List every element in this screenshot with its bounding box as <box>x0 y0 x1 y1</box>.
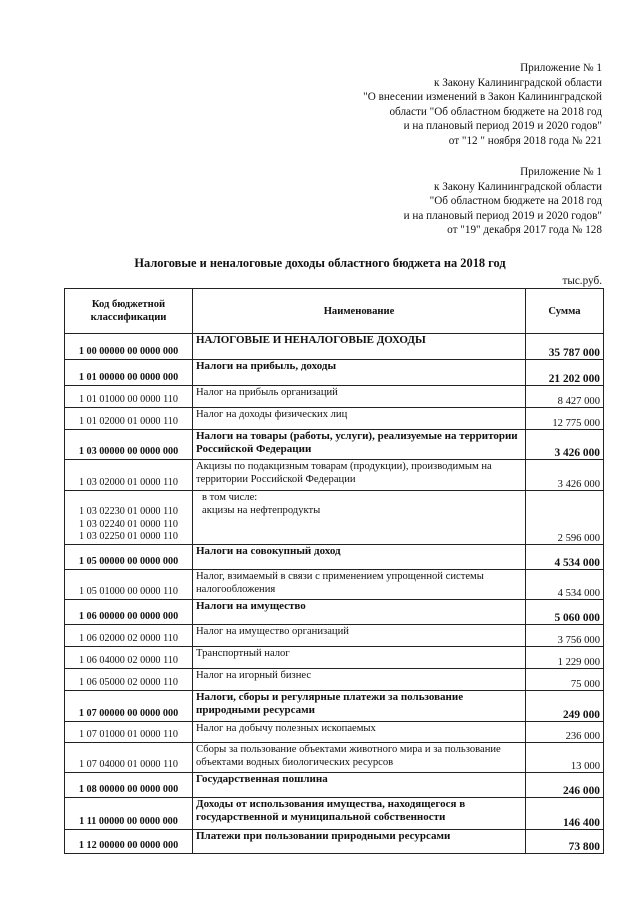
row-code: 1 01 01000 00 0000 110 <box>65 386 193 408</box>
row-code: 1 00 00000 00 0000 000 <box>65 334 193 360</box>
row-code: 1 12 00000 00 0000 000 <box>65 830 193 854</box>
row-code: 1 03 02230 01 0000 110 1 03 02240 01 0000 110 1 03 02250 01 0000 110 <box>65 491 193 545</box>
annex-header-1 <box>363 61 602 149</box>
row-name: Налоги на имущество <box>193 600 526 625</box>
annex-header-2 <box>404 165 602 238</box>
row-name: Налоги на прибыль, доходы <box>193 360 526 386</box>
row-sum: 236 000 <box>526 722 604 743</box>
row-sum: 2 596 000 <box>526 491 604 545</box>
row-code: 1 06 04000 02 0000 110 <box>65 647 193 669</box>
row-name: Сборы за пользование объектами животного мира и за пользование объектами водных биологических ресурсов <box>193 743 526 773</box>
header-code: Код бюджетной классификации <box>65 289 193 334</box>
annex1-line: "О внесении изменений в Закон Калининградской <box>363 91 602 104</box>
row-code: 1 03 02000 01 0000 110 <box>65 460 193 491</box>
annex1-line: и на плановый период 2019 и 2020 годов" <box>403 120 602 133</box>
row-sum: 1 229 000 <box>526 647 604 669</box>
annex1-line: к Закону Калининградской области <box>434 76 602 89</box>
row-name: Налог на имущество организаций <box>193 625 526 647</box>
row-sum: 3 426 000 <box>526 430 604 460</box>
row-code: 1 11 00000 00 0000 000 <box>65 798 193 830</box>
row-sum: 21 202 000 <box>526 360 604 386</box>
document-title: Налоговые и неналоговые доходы областного бюджета на 2018 год <box>134 256 506 270</box>
row-code: 1 07 00000 00 0000 000 <box>65 691 193 722</box>
row-name: Платежи при пользовании природными ресурсами <box>193 830 526 854</box>
row-name: Налог, взимаемый в связи с применением упрощенной системы налогообложения <box>193 570 526 600</box>
annex2-line: от "19" декабря 2017 года № 128 <box>447 224 602 237</box>
table-row <box>65 798 604 830</box>
row-name: Налог на добычу полезных ископаемых <box>193 722 526 743</box>
annex2-line: Приложение № 1 <box>520 166 602 178</box>
table-row <box>65 360 604 386</box>
row-name: Налог на прибыль организаций <box>193 386 526 408</box>
row-name: Налог на доходы физических лиц <box>193 408 526 430</box>
table-row <box>65 669 604 691</box>
row-sum: 12 775 000 <box>526 408 604 430</box>
row-code: 1 08 00000 00 0000 000 <box>65 773 193 798</box>
table-row <box>65 491 604 545</box>
table-row <box>65 570 604 600</box>
annex2-line: и на плановый период 2019 и 2020 годов" <box>403 209 602 222</box>
row-sum: 246 000 <box>526 773 604 798</box>
row-sum: 13 000 <box>526 743 604 773</box>
unit-label: тыс.руб. <box>562 275 602 287</box>
annex1-line: Приложение № 1 <box>520 62 602 74</box>
row-code: 1 01 02000 01 0000 110 <box>65 408 193 430</box>
row-sum: 146 400 <box>526 798 604 830</box>
annex1-line: области "Об областном бюджете на 2018 год <box>389 105 602 118</box>
table-row <box>65 545 604 570</box>
table-row <box>65 460 604 491</box>
row-sum: 3 756 000 <box>526 625 604 647</box>
annex2-line: к Закону Калининградской области <box>434 180 602 193</box>
row-sum: 3 426 000 <box>526 460 604 491</box>
table-row <box>65 600 604 625</box>
row-name: Транспортный налог <box>193 647 526 669</box>
table-row <box>65 743 604 773</box>
row-sum: 8 427 000 <box>526 386 604 408</box>
table-row <box>65 430 604 460</box>
table-body <box>65 334 604 854</box>
table-row <box>65 625 604 647</box>
row-name: Доходы от использования имущества, находящегося в государственной и муниципальной собственности <box>193 798 526 830</box>
row-code: 1 07 01000 01 0000 110 <box>65 722 193 743</box>
row-name: Акцизы по подакцизным товарам (продукции), производимым на территории Российской Федерации <box>193 460 526 491</box>
row-sum: 4 534 000 <box>526 545 604 570</box>
row-name: Государственная пошлина <box>193 773 526 798</box>
table-row <box>65 408 604 430</box>
row-name: Налог на игорный бизнес <box>193 669 526 691</box>
row-code: 1 06 05000 02 0000 110 <box>65 669 193 691</box>
row-sum: 35 787 000 <box>526 334 604 360</box>
row-code: 1 01 00000 00 0000 000 <box>65 360 193 386</box>
annex1-line: от "12 " ноября 2018 года № 221 <box>448 134 602 147</box>
table-row <box>65 386 604 408</box>
row-name: НАЛОГОВЫЕ И НЕНАЛОГОВЫЕ ДОХОДЫ <box>193 334 526 360</box>
row-sum: 249 000 <box>526 691 604 722</box>
row-code: 1 05 00000 00 0000 000 <box>65 545 193 570</box>
table-row <box>65 830 604 854</box>
row-name: Налоги на товары (работы, услуги), реализуемые на территории Российской Федерации <box>193 430 526 460</box>
budget-table <box>64 288 604 854</box>
row-code: 1 03 00000 00 0000 000 <box>65 430 193 460</box>
table-row <box>65 691 604 722</box>
row-sum: 75 000 <box>526 669 604 691</box>
row-name: в том числе: акцизы на нефтепродукты <box>193 491 526 545</box>
row-name: Налоги, сборы и регулярные платежи за пользование природными ресурсами <box>193 691 526 722</box>
annex2-line: "Об областном бюджете на 2018 год <box>429 195 602 208</box>
table-header-row <box>65 289 604 334</box>
row-code: 1 06 00000 00 0000 000 <box>65 600 193 625</box>
table-row <box>65 773 604 798</box>
row-sum: 5 060 000 <box>526 600 604 625</box>
header-sum: Сумма <box>526 289 604 334</box>
row-sum: 73 800 <box>526 830 604 854</box>
table-row <box>65 647 604 669</box>
row-name: Налоги на совокупный доход <box>193 545 526 570</box>
row-code: 1 05 01000 00 0000 110 <box>65 570 193 600</box>
row-code: 1 06 02000 02 0000 110 <box>65 625 193 647</box>
header-name: Наименование <box>193 289 526 334</box>
row-code: 1 07 04000 01 0000 110 <box>65 743 193 773</box>
table-row <box>65 334 604 360</box>
row-sum: 4 534 000 <box>526 570 604 600</box>
table-row <box>65 722 604 743</box>
